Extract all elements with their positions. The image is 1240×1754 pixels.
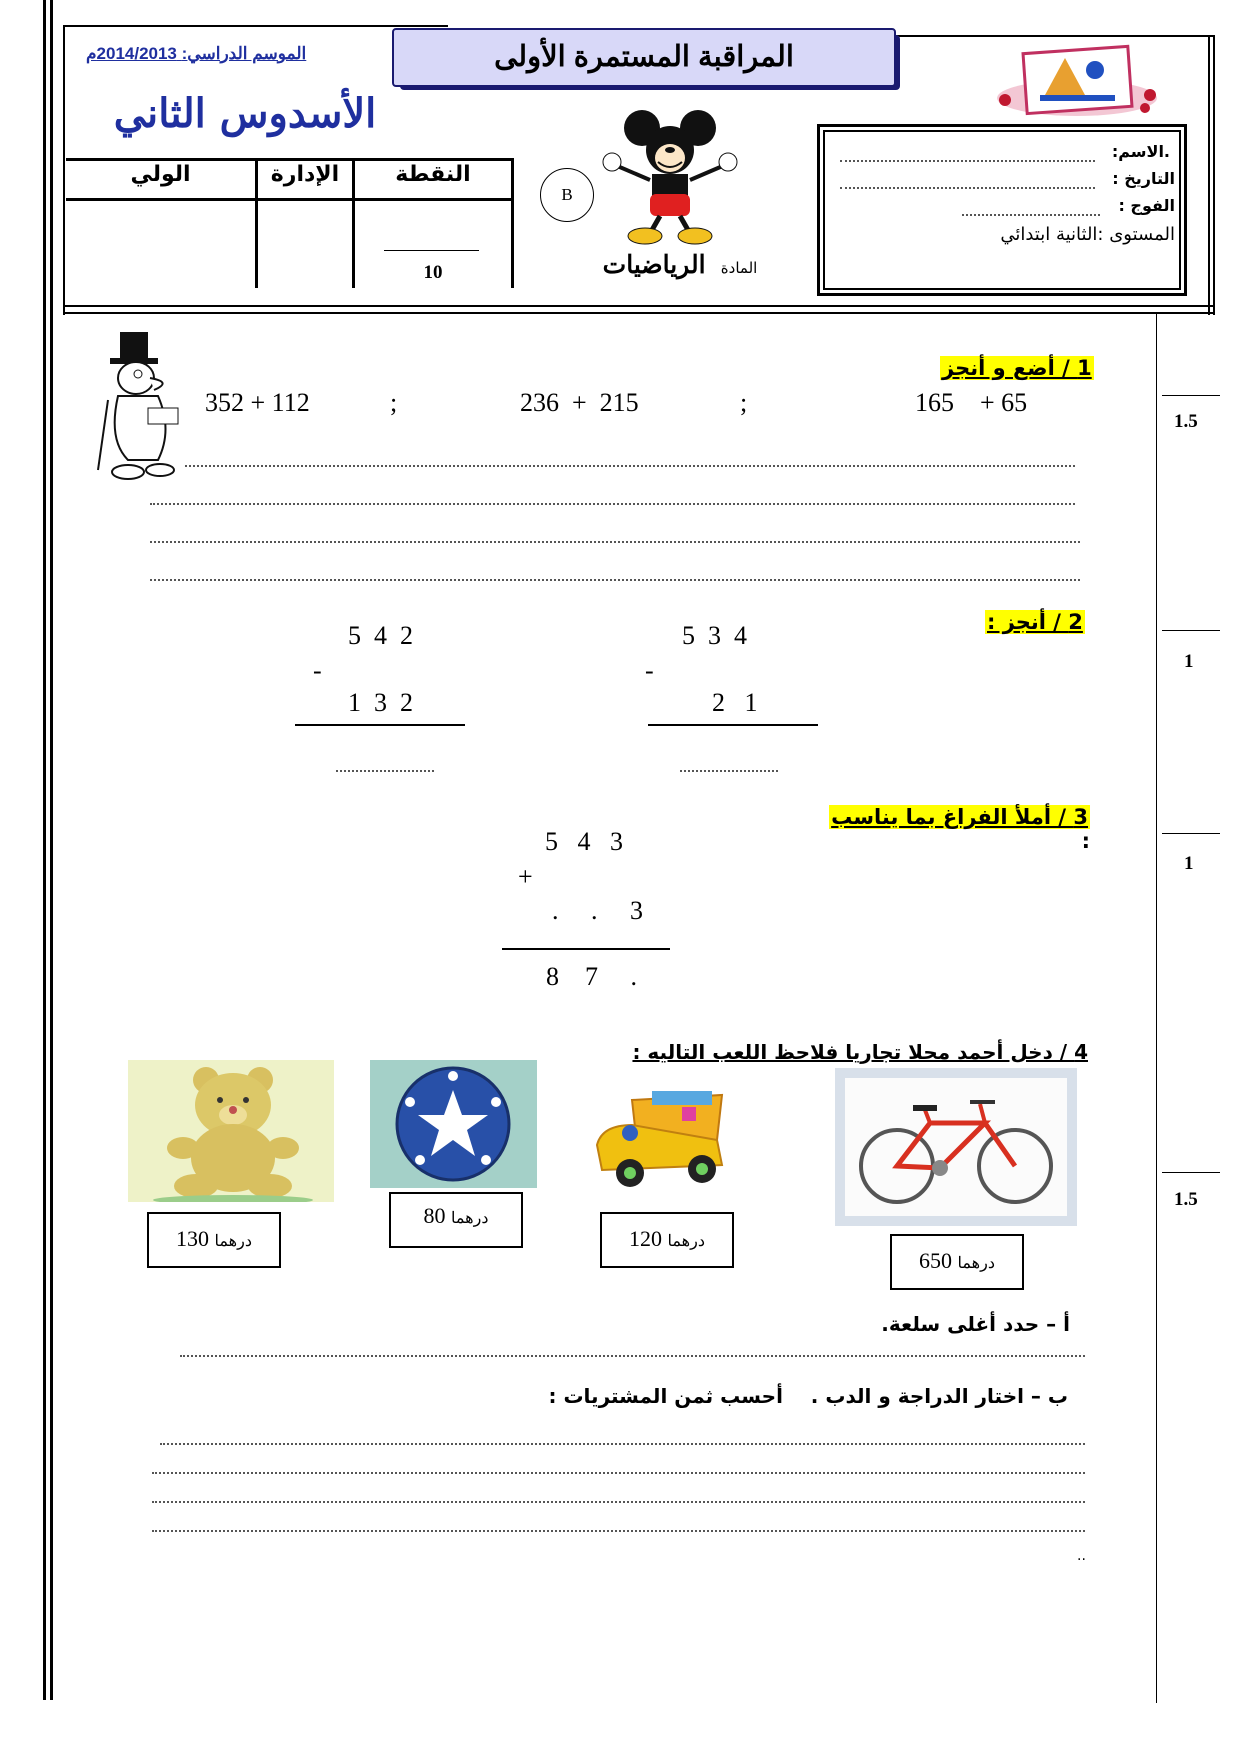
ex2-right-bottom: 2 1 <box>712 688 758 717</box>
truck-price-box <box>600 1212 734 1268</box>
school-logo <box>985 40 1170 120</box>
ball-price-box <box>389 1192 523 1248</box>
score-tick-4 <box>1162 1172 1220 1173</box>
frame-right-line-2 <box>1213 35 1215 315</box>
exercise1-op-middle: 236 + 215 <box>520 388 639 417</box>
score-tick-3 <box>1162 833 1220 834</box>
bicycle-unit: درهما <box>957 1255 995 1272</box>
bicycle-price: 650 <box>919 1248 953 1273</box>
frame-left-line-2 <box>50 0 53 1700</box>
exercise1-answer-line-4 <box>150 579 1080 581</box>
version-badge: B <box>540 168 594 222</box>
end-mark: .. <box>1077 1548 1086 1564</box>
level-label: المستوى :الثانية ابتدائي <box>1000 224 1175 245</box>
score-column-line <box>1156 313 1157 1703</box>
ex2-left-bottom: 1 3 2 <box>348 688 413 717</box>
exercise3-colon: : <box>1081 829 1090 853</box>
question-a-answer-line <box>180 1355 1085 1357</box>
group-label: الفوج : <box>1118 196 1175 215</box>
administration-header: الإدارة <box>270 162 340 187</box>
ex2-right-top: 5 3 4 <box>682 621 747 650</box>
ball-price: 80 <box>423 1203 446 1228</box>
subject-name: الرياضيات <box>602 250 706 279</box>
exercise1-answer-line-2 <box>150 503 1075 505</box>
toy-truck-image <box>592 1085 738 1190</box>
season-year: 2014/2013م <box>86 44 177 63</box>
score-tick-2 <box>1162 630 1220 631</box>
exercise1-sep-2: ; <box>390 388 398 417</box>
exercise3-heading <box>815 805 1090 853</box>
exercise1-title: 1 / أضع و أنجز <box>942 356 1092 380</box>
subject-row <box>570 250 790 279</box>
exercise4-title: 4 / دخل أحمد محلا تجاريا فلاحظ اللعب التاليه : <box>632 1040 1088 1064</box>
mickey-illustration <box>600 100 740 250</box>
score-table <box>66 158 514 288</box>
ex2-left-answer <box>336 770 434 772</box>
semester-title: الأسدوس الثاني <box>113 90 377 137</box>
score-ex3: 1 <box>1184 853 1194 874</box>
exam-title: المراقبة المستمرة الأولى <box>392 28 896 87</box>
exercise2-title: 2 / أنجز : <box>987 610 1083 634</box>
season-line <box>86 44 356 64</box>
season-label: الموسم الدراسي: <box>181 44 307 63</box>
ball-image <box>370 1060 537 1188</box>
header-top-line <box>63 25 448 27</box>
question-b-answer-line-4 <box>152 1530 1085 1532</box>
score-ex2: 1 <box>1184 651 1194 672</box>
date-label: التاريخ : <box>1112 169 1175 188</box>
exercise1-op-right: 165 + 65 <box>915 388 1028 417</box>
ex3-result: 8 7 . <box>546 962 637 991</box>
ball-unit: درهما <box>451 1210 489 1227</box>
subject-label: المادة <box>720 259 758 277</box>
exercise1-op-left: 352 + 112 <box>205 388 310 417</box>
date-line <box>840 187 1095 189</box>
frame-right-line <box>1208 35 1210 315</box>
teddy-unit: درهما <box>214 1233 252 1250</box>
score-ex4: 1.5 <box>1174 1189 1198 1210</box>
question-b-answer-line-1 <box>160 1443 1085 1445</box>
ex3-top: 5 4 3 <box>545 827 623 856</box>
teddy-bear-image <box>128 1060 334 1202</box>
score-total: 10 <box>423 262 443 283</box>
truck-price: 120 <box>629 1226 663 1251</box>
ex2-right-bar <box>648 724 818 726</box>
frame-left-line <box>43 0 46 1700</box>
bicycle-image <box>835 1068 1077 1226</box>
question-b: ب – اختار الدراجة و الدب . أحسب ثمن المشتريات : <box>548 1384 1068 1408</box>
exercise1-answer-line-1 <box>185 465 1075 467</box>
guardian-header: الولي <box>130 162 191 187</box>
question-a: أ – حدد أغلى سلعة. <box>881 1312 1070 1336</box>
header-bottom-line-2 <box>63 312 1215 314</box>
ex3-bar <box>502 948 670 950</box>
truck-unit: درهما <box>667 1233 705 1250</box>
ex3-middle: . . 3 <box>552 896 643 925</box>
ex2-left-bar <box>295 724 465 726</box>
exercise1-answer-line-3 <box>150 541 1080 543</box>
score-ex1: 1.5 <box>1174 411 1198 432</box>
scrooge-illustration <box>88 330 198 485</box>
ex2-right-sign: - <box>645 656 654 685</box>
group-line <box>962 214 1100 216</box>
ex2-left-top: 5 4 2 <box>348 621 413 650</box>
score-tick-1 <box>1162 395 1220 396</box>
name-line <box>840 160 1095 162</box>
ex2-right-answer <box>680 770 778 772</box>
exercise1-sep-1: ; <box>740 388 748 417</box>
name-label: .الاسم: <box>1111 142 1170 161</box>
header-bottom-line <box>63 305 1215 307</box>
question-b-answer-line-2 <box>152 1472 1085 1474</box>
ex3-sign: + <box>518 862 533 891</box>
ex2-left-sign: - <box>313 656 322 685</box>
teddy-price: 130 <box>176 1226 210 1251</box>
score-header: النقطة <box>395 162 471 187</box>
question-b-answer-line-3 <box>152 1501 1085 1503</box>
frame-left-line-3 <box>63 25 65 315</box>
bicycle-price-box <box>890 1234 1024 1290</box>
teddy-price-box <box>147 1212 281 1268</box>
exercise3-title: 3 / أملأ الفراغ بما يناسب <box>831 805 1088 829</box>
